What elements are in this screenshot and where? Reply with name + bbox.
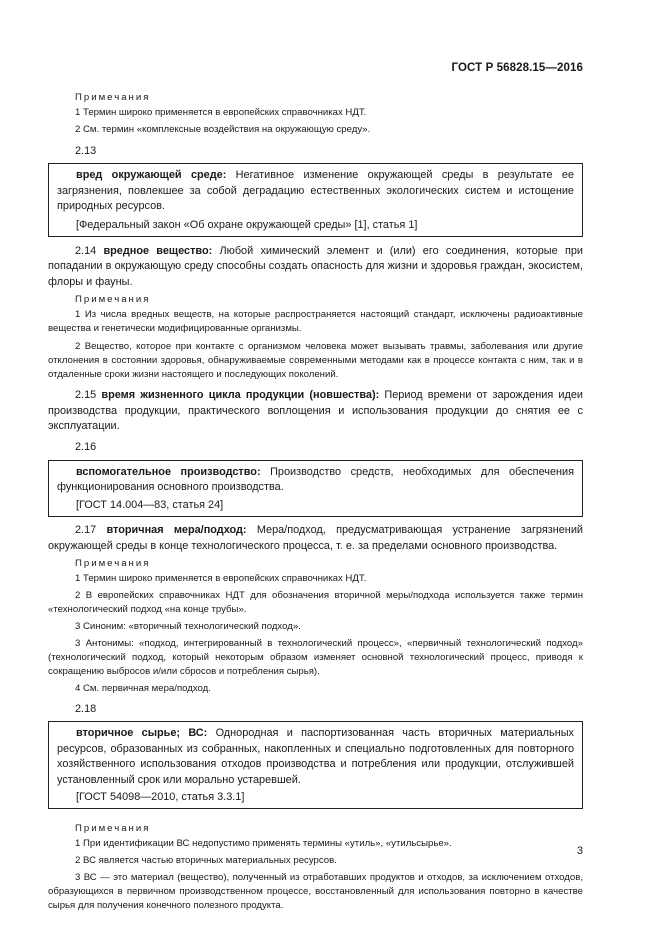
note-item: 2 Вещество, которое при контакте с организмом человека может вызывать травмы, заболевания или другие отклонения в состоянии здоровья, обнаруживаемые современными методами как в процессе контакта с ним, так и в отдаленные сроки жизни настоящего и последующих поколений. [48,341,583,381]
notes-title: Примечания [75,823,151,835]
term-name: вторичное сырье; ВС: [76,727,208,740]
note-item: 1 При идентификации ВС недопустимо применять термины «утиль», «утильсырье». [75,838,452,850]
term-box-2-18 [48,721,583,809]
note-item: 2 См. термин «комплексные воздействия на окружающую среду». [75,124,371,135]
term-name: вредное вещество: [103,245,213,258]
entry-number-2-18: 2.18 [75,702,97,715]
definition-text: Негативное изменение окружающей среды в результате ее загрязнения, повлекшее за собой деградацию естественных экологических систем и истощение природных ресурсов. [57,169,574,213]
note-item: 3 Антонимы: «подход, интегрированный в технологический процесс», «первичный технологический подход» (технологический подход, который некоторым образом изменяет основной технологический процесс, приводя к сокращению выбросов и/или сбросов и потребления сырья). [48,637,583,677]
term-name: вторичная мера/подход: [106,524,247,537]
definition-text: Любой химический элемент и (или) его соединения, которые при попадании в окружающую среду способны создать опасность для жизни и здоровья граждан, экосистем, флоры и фауны. [48,245,583,288]
notes-block-a [48,92,583,137]
term-box-2-16 [48,460,583,517]
term-definition [57,168,574,214]
entry-number: 2.17 [75,524,107,537]
note-item: 1 Термин широко применяется в европейских справочниках НДТ. [75,572,367,584]
note-item: 3 Синоним: «вторичный технологический подход». [75,620,301,632]
term-source: [Федеральный закон «Об охране окружающей среды» [1], статья 1] [76,218,418,231]
term-definition [57,465,574,496]
notes-block-2-18 [48,823,583,913]
entry-number: 2.14 [75,245,104,258]
notes-title: Примечания [75,557,151,569]
note-item: 4 См. первичная мера/подход. [75,682,211,694]
note-item: 1 Термин широко применяется в европейских справочниках НДТ. [75,107,367,118]
note-item: 3 ВС — это материал (вещество), полученный из отработавших продуктов и отходов, за исключением отходов, образующихся в первичном производственном процессе, восстановленный для использования повторно в качестве сырья для получения конечного полезного продукта. [48,872,583,912]
term-entry-2-15 [48,388,583,434]
notes-block-2-14 [48,294,583,382]
definition-text: Период времени от зарождения идеи производства продукции, практического воплощения и использования продукции до снятия ее с эксплуатации. [48,389,583,433]
term-definition [57,726,574,788]
term-name: вспомогательное производство: [76,465,261,478]
term-entry-2-17 [48,523,583,554]
note-item: 2 В европейских справочниках НДТ для обозначения вторичной меры/подхода используется также термин «технологический подход «на конце трубы». [48,589,583,615]
entry-number: 2.15 [75,389,102,402]
note-item: 2 ВС является частью вторичных материальных ресурсов. [75,855,337,867]
notes-title: Примечания [75,294,151,306]
entry-number-2-16: 2.16 [75,441,97,454]
document-code: ГОСТ Р 56828.15—2016 [451,62,583,74]
term-box-2-13 [48,163,583,237]
document-body [48,92,583,913]
term-source: [ГОСТ 54098—2010, статья 3.3.1] [76,790,245,803]
term-name: время жизненного цикла продукции (новшества): [101,389,380,402]
entry-number-2-13: 2.13 [75,145,97,157]
definition-text: Производство средств, необходимых для обеспечения функционирования основного производства. [57,465,574,494]
definition-text: Мера/подход, предусматривающая устранение загрязнений окружающей среды в конце технологического процесса, т. е. за пределами основного производства. [48,524,583,552]
notes-title: Примечания [75,92,151,103]
note-item: 1 Из числа вредных веществ, на которые распространяется настоящий стандарт, исключены радиоактивные вещества и генетически модифицированные организмы. [48,309,583,335]
term-name: вред окружающей среде: [76,169,227,182]
definition-text: Однородная и паспортизованная часть вторичных материальных ресурсов, образованных из собранных, накопленных и специально подготовленных для повторного хозяйственного использования отходов производства и потребления или продукции, отслужившей установленный срок или морально устаревшей. [57,727,575,786]
notes-block-2-17 [48,558,583,696]
term-entry-2-14 [48,244,583,290]
term-source: [ГОСТ 14.004—83, статья 24] [76,498,224,511]
page-number: 3 [576,845,583,857]
